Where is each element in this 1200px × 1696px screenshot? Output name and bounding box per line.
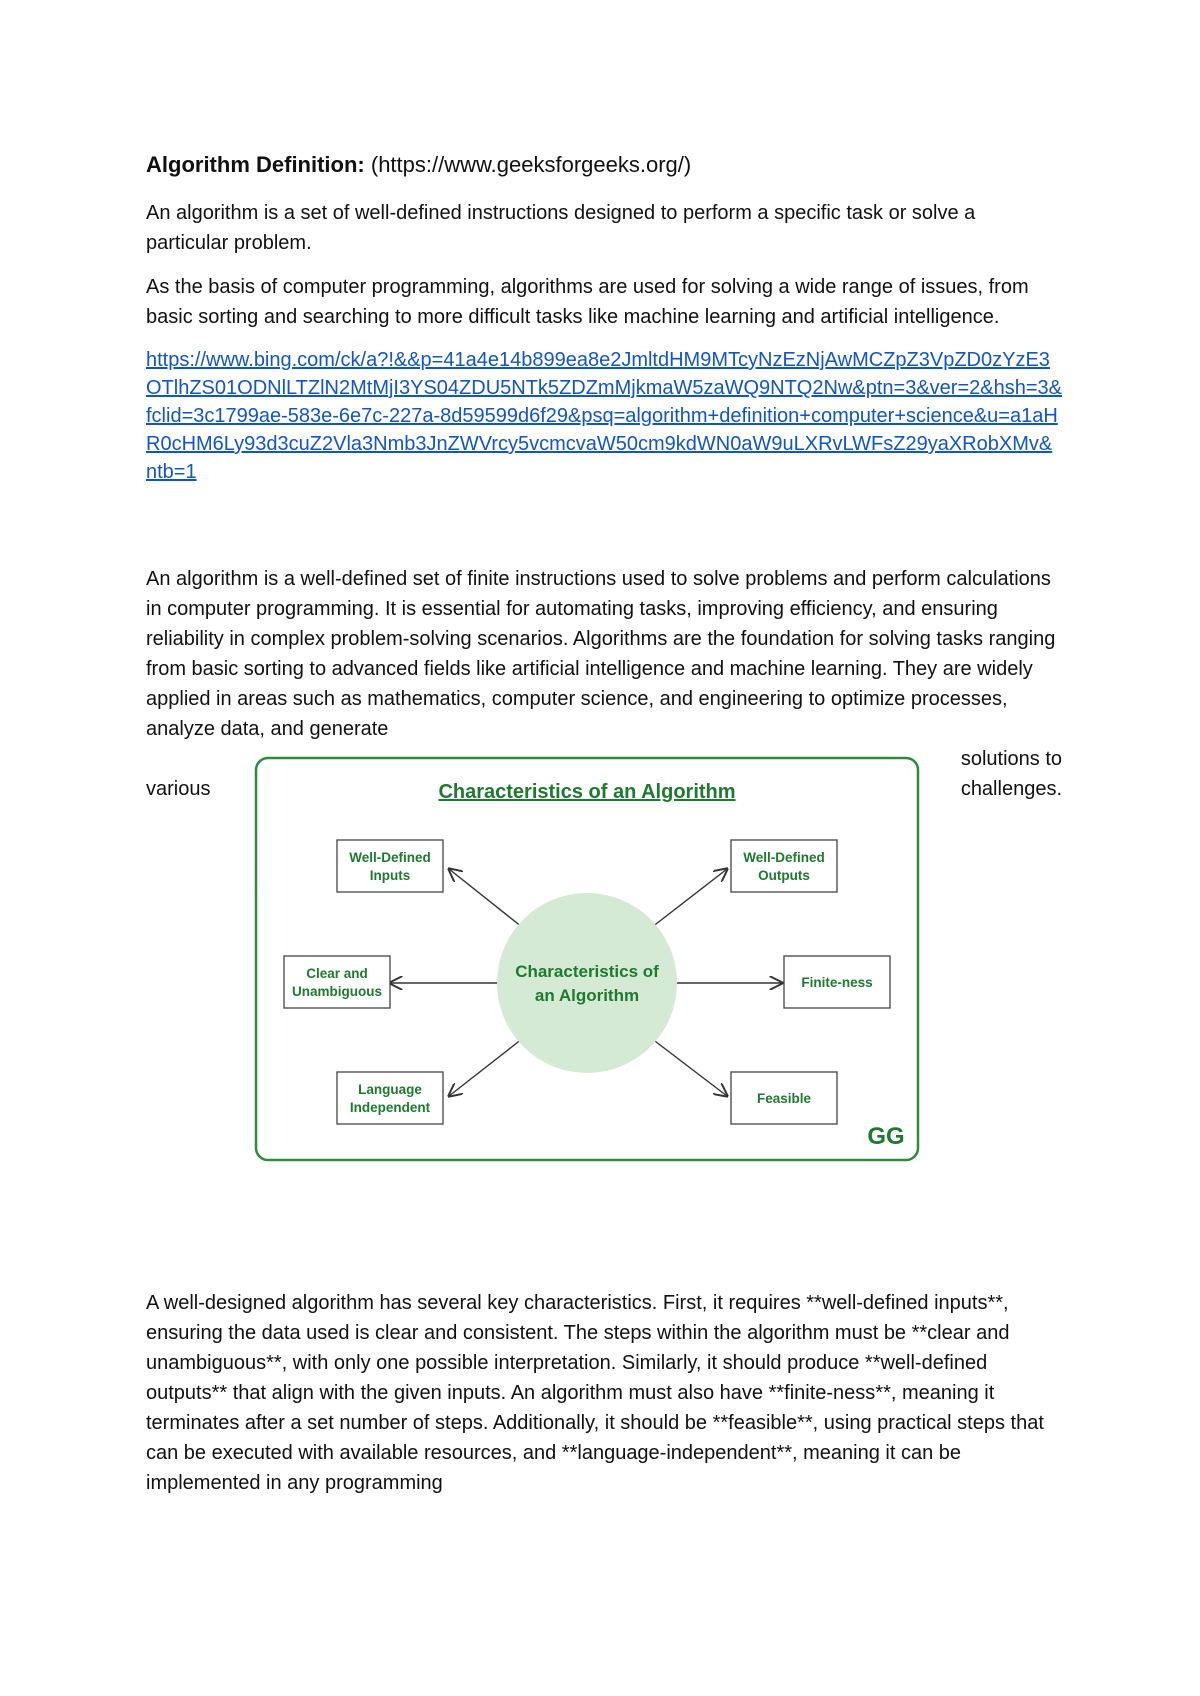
diagram-title: Characteristics of an Algorithm <box>438 781 736 803</box>
section-heading <box>146 150 1062 180</box>
box-outputs-line2: Outputs <box>758 868 810 883</box>
box-language-independent <box>337 1072 443 1124</box>
paragraph-definition: An algorithm is a set of well-defined instructions designed to perform a specific task or solve a particular problem. <box>146 202 976 254</box>
box-well-defined-outputs <box>731 840 837 892</box>
heading-title: Algorithm Definition: <box>146 152 365 177</box>
gfg-logo-icon: GG <box>867 1123 905 1150</box>
center-label-line1: Characteristics of <box>515 962 659 981</box>
box-language-line2: Independent <box>349 1100 431 1115</box>
box-clear-line2: Unambiguous <box>292 984 382 999</box>
box-outputs-line1: Well-Defined <box>743 850 825 865</box>
document-page <box>146 150 1062 1512</box>
characteristics-diagram <box>254 756 920 1162</box>
box-clear-line1: Clear and <box>306 966 368 981</box>
box-feasible-label: Feasible <box>756 1091 812 1106</box>
box-language-line1: Language <box>358 1082 422 1097</box>
paragraph-basis: As the basis of computer programming, algorithms are used for solving a wide range of issues, from basic sorting and searching to more difficult tasks like machine learning and artificial intelligence. <box>146 276 1029 328</box>
figure-row <box>146 774 1062 1184</box>
box-inputs-line1: Well-Defined <box>349 850 431 865</box>
center-label-line2: an Algorithm <box>534 986 640 1005</box>
box-inputs-line2: Inputs <box>369 868 411 883</box>
paragraph-characteristics: A well-designed algorithm has several key characteristics. First, it requires **well-defined inputs**, ensuring the data used is clear and consistent. The steps within the algorithm must be **clear and unambiguous**, with only one possible interpretation. Similarly, it should produce **well-defined outputs** that align with the given inputs. An algorithm must also have **finite-ness**, meaning it terminates after a set number of steps. Additionally, it should be **feasible**, using practical steps that can be executed with available resources, and **language-independent**, meaning it can be implemented in any programming <box>146 1292 1044 1494</box>
overview-tail-left: various <box>146 778 211 800</box>
paragraph-overview: An algorithm is a well-defined set of finite instructions used to solve problems and perform calculations in computer programming. It is essential for automating tasks, improving efficiency, and ensuring reliability in complex problem-solving scenarios. Algorithms are the foundation for solving tasks ranging from basic sorting to advanced fields like artificial intelligence and machine learning. They are widely applied in areas such as mathematics, computer science, and engineering to optimize processes, analyze data, and generate <box>146 568 1056 740</box>
box-well-defined-inputs <box>337 840 443 892</box>
box-finite-label: Finite-ness <box>801 975 873 990</box>
center-circle <box>497 893 677 1073</box>
box-feasible <box>731 1072 837 1124</box>
box-clear-unambiguous <box>284 956 390 1008</box>
heading-source: (https://www.geeksforgeeks.org/) <box>370 152 692 177</box>
overview-tail-right: solutions to <box>960 748 1062 770</box>
box-finite-ness <box>784 956 890 1008</box>
overview-tail-end: challenges. <box>960 778 1062 800</box>
reference-link[interactable]: https://www.bing.com/ck/a?!&&p=41a4e14b899ea8e2JmltdHM9MTcyNzEzNjAwMCZpZ3VpZD0zYzE3OTlhZS01ODNlLTZlN2MtMjI3YS04ZDU5NTk5ZDZmMjkmaW5zaWQ9NTQ2Nw&ptn=3&ver=2&hsh=3&fclid=3c1799ae-583e-6e7c-227a-8d59599d6f29&psq=algorithm+definition+computer+science&u=a1aHR0cHM6Ly93d3cuZ2Vla3Nmb3JnZWVrcy5vcmcvaW50cm9kdWN0aW9uLXRvLWFsZ29yaXRobXMv&ntb=1 <box>146 349 1062 483</box>
